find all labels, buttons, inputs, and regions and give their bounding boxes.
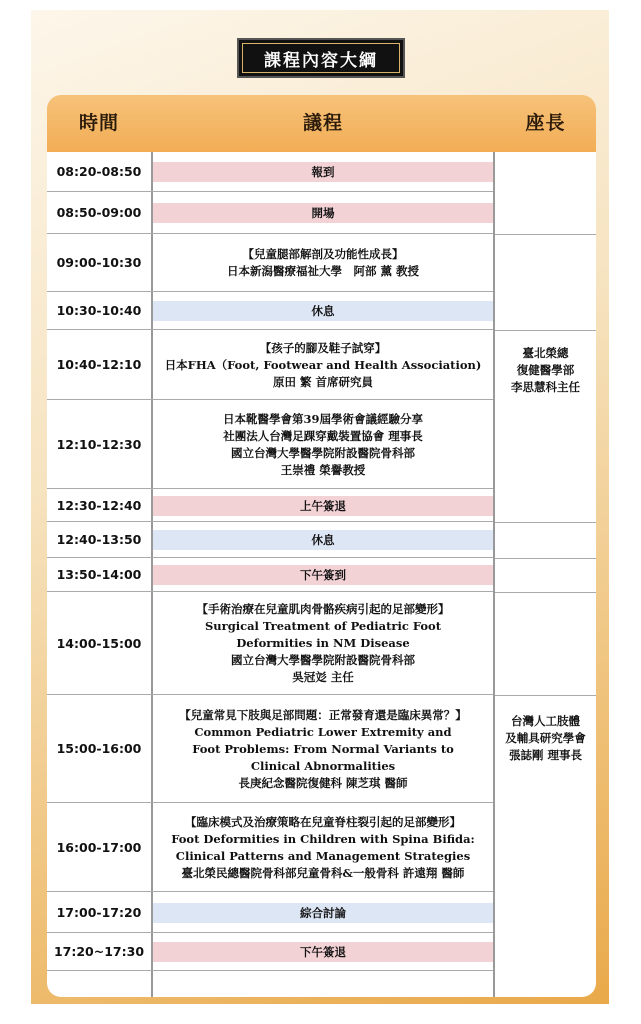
- chair-line: 及輔具研究學會: [505, 731, 586, 745]
- schedule-row: [47, 558, 596, 592]
- agenda-line: 【孩子的腳及鞋子試穿】: [259, 341, 387, 355]
- row-agenda-bar: 下午簽退: [153, 942, 493, 962]
- schedule-row: [47, 192, 596, 234]
- row-agenda: [153, 707, 493, 792]
- schedule-row: [47, 234, 596, 292]
- row-agenda: [153, 814, 493, 882]
- agenda-line: Foot Deformities in Children with Spina Bifida:: [171, 832, 475, 846]
- chair-divider: [495, 330, 596, 331]
- agenda-line: 【手術治療在兒童肌肉骨骼疾病引起的足部變形】: [196, 602, 450, 616]
- agenda-line: 國立台灣大學醫學院附設醫院骨科部: [231, 653, 415, 667]
- agenda-line: 【兒童常見下肢與足部問題：正常發育還是臨床異常？】: [179, 708, 467, 722]
- row-agenda-bar: 開場: [153, 203, 493, 223]
- table-header: [47, 95, 596, 152]
- chair-divider: [495, 592, 596, 593]
- schedule-row: [47, 892, 596, 933]
- agenda-line: Common Pediatric Lower Extremity and: [194, 725, 452, 739]
- chair-divider: [495, 558, 596, 559]
- row-time: 08:50-09:00: [56, 205, 142, 220]
- agenda-line: 日本靴醫學會第39屆學術會議經驗分享: [222, 412, 423, 426]
- row-divider: [47, 970, 493, 971]
- row-time: 12:30-12:40: [56, 498, 142, 513]
- row-agenda-bar: 報到: [153, 162, 493, 182]
- schedule-row: [47, 592, 596, 695]
- row-agenda-bar: 休息: [153, 301, 493, 321]
- schedule-row: [47, 489, 596, 522]
- chair-info: [495, 713, 596, 764]
- chair-line: 臺北榮總: [522, 346, 569, 360]
- agenda-line: Foot Problems: From Normal Variants to: [192, 742, 454, 756]
- row-agenda-bar: 下午簽到: [153, 565, 493, 585]
- agenda-line: 長庚紀念醫院復健科 陳芝琪 醫師: [238, 776, 408, 790]
- row-agenda: [153, 601, 493, 686]
- header-time: 時間: [78, 112, 119, 134]
- chair-divider: [495, 522, 596, 523]
- agenda-line: Surgical Treatment of Pediatric Foot: [204, 619, 442, 633]
- row-time: 17:00-17:20: [56, 905, 142, 920]
- chair-info: [495, 345, 596, 396]
- row-agenda: [153, 246, 493, 280]
- row-time: 08:20-08:50: [56, 164, 142, 179]
- agenda-line: 日本新潟醫療福祉大學 阿部 薰 教授: [226, 264, 419, 278]
- chair-divider: [495, 695, 596, 696]
- agenda-line: Clinical Patterns and Management Strategies: [175, 849, 471, 863]
- header-agenda: 議程: [302, 112, 343, 134]
- row-agenda: [153, 340, 493, 391]
- schedule-row: [47, 522, 596, 558]
- schedule-table: [47, 95, 596, 997]
- chair-line: 李思慧科主任: [511, 380, 580, 394]
- schedule-row: [47, 152, 596, 192]
- row-time: 09:00-10:30: [56, 255, 142, 270]
- row-time: 16:00-17:00: [56, 840, 142, 855]
- agenda-line: 吳冠彣 主任: [292, 670, 354, 684]
- row-agenda-bar: 上午簽退: [153, 496, 493, 516]
- row-agenda: [153, 411, 493, 479]
- agenda-line: 國立台灣大學醫學院附設醫院骨科部: [231, 446, 415, 460]
- agenda-line: 日本FHA（Foot, Footwear and Health Association): [164, 358, 482, 372]
- row-time: 10:40-12:10: [56, 357, 142, 372]
- schedule-row: [47, 803, 596, 892]
- agenda-line: 原田 繁 首席研究員: [272, 375, 373, 389]
- row-time: 12:10-12:30: [56, 437, 142, 452]
- page-title-box: [237, 38, 405, 78]
- chair-line: 復健醫學部: [516, 363, 575, 377]
- row-agenda-bar: 休息: [153, 530, 493, 550]
- row-agenda-bar: 綜合討論: [153, 903, 493, 923]
- chair-divider: [495, 234, 596, 235]
- row-time: 12:40-13:50: [56, 532, 142, 547]
- agenda-line: 【臨床模式及治療策略在兒童脊柱裂引起的足部變形】: [185, 815, 461, 829]
- schedule-row: [47, 292, 596, 330]
- agenda-line: Clinical Abnormalities: [250, 759, 396, 773]
- schedule-row: [47, 400, 596, 489]
- agenda-line: Deformities in NM Disease: [236, 636, 410, 650]
- schedule-row: [47, 933, 596, 971]
- header-chair: 座長: [525, 112, 566, 134]
- row-time: 13:50-14:00: [56, 567, 142, 582]
- row-time: 10:30-10:40: [56, 303, 142, 318]
- row-time: 17:20~17:30: [53, 944, 145, 959]
- agenda-line: 臺北榮民總醫院骨科部兒童骨科&一般骨科 許遠翔 醫師: [181, 866, 465, 880]
- agenda-line: 王崇禮 榮譽教授: [280, 463, 366, 477]
- agenda-line: 【兒童腿部解剖及功能性成長】: [242, 247, 404, 261]
- row-time: 14:00-15:00: [56, 636, 142, 651]
- chair-line: 台灣人工肢體: [511, 714, 580, 728]
- page-title: 課程內容大綱: [264, 50, 378, 71]
- chair-line: 張誌剛 理事長: [508, 748, 582, 762]
- agenda-line: 社團法人台灣足踝穿戴裝置協會 理事長: [223, 429, 423, 443]
- row-time: 15:00-16:00: [56, 741, 142, 756]
